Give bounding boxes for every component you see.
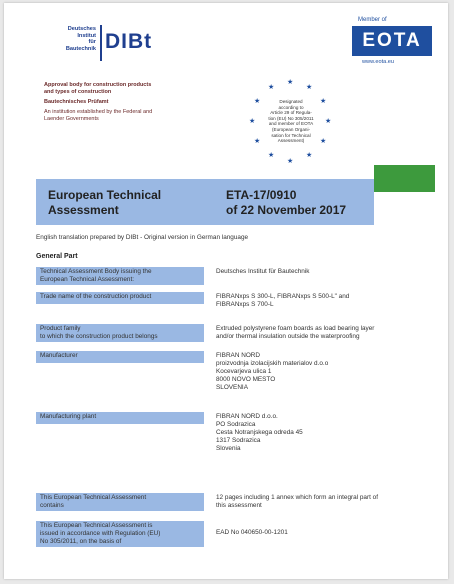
row-label: This European Technical Assessment contains [36, 493, 204, 511]
star-icon: ★ [287, 158, 294, 165]
designation-text: Designated according to Article 29 of Regula- tion (EU) No 305/2011 and member of EOTA (European Organi- sation for Technical Assessment) [268, 99, 314, 144]
document-title: European Technical Assessment [48, 188, 162, 217]
eta-reference: ETA-17/0910 of 22 November 2017 [226, 188, 347, 217]
row-value: Extruded polystyrene foam boards as load bearing layer and/or thermal insulation outside the waterproofing [216, 325, 375, 340]
star-icon: ★ [254, 98, 261, 105]
eota-mark: EOTA [352, 26, 432, 56]
row-value: Deutsches Institut für Bautechnik [216, 268, 310, 275]
row-label: This European Technical Assessment is issued in accordance with Regulation (EU) No 305/2011, on the basis of [36, 521, 204, 547]
eota-member-label: Member of [358, 17, 387, 23]
row-label: Manufacturer [36, 351, 204, 363]
document-page [4, 3, 448, 579]
dibt-divider [100, 25, 102, 61]
dibt-mark: DIBt [105, 30, 153, 53]
dibt-name: Deutsches Institut für Bautechnik [65, 26, 96, 52]
row-value: FIBRANxps S 300-L, FIBRANxps S 500-L" and FIBRANxps S 700-L [216, 293, 350, 308]
green-band [374, 165, 435, 192]
dibt-logo [48, 25, 168, 61]
star-icon: ★ [325, 118, 332, 125]
star-icon: ★ [320, 98, 327, 105]
star-icon: ★ [320, 138, 327, 145]
row-value: EAD No 040650-00-1201 [216, 529, 288, 536]
star-icon: ★ [306, 152, 313, 159]
row-value: FIBRAN NORD d.o.o. PO Sodrazica Cesta Notranjskega odreda 45 1317 Sodrazica Slovenia [216, 413, 303, 452]
row-label: Product family to which the construction product belongs [36, 324, 204, 342]
row-label: Trade name of the construction product [36, 292, 204, 304]
approval-block: Approval body for construction products and types of construction Bautechnisches Prüfamt An institution established by the Federal and Laender Governments [44, 82, 153, 122]
row-label: Manufacturing plant [36, 412, 204, 424]
row-value: FIBRAN NORD proizvodnja izolacijskih materialov d.o.o Kocevarjeva ulica 1 8000 NOVO MESTO SLOVENIA [216, 352, 329, 391]
eu-star-circle [246, 79, 336, 171]
row-label: Technical Assessment Body issuing the European Technical Assessment: [36, 267, 204, 285]
star-icon: ★ [249, 118, 256, 125]
star-icon: ★ [268, 152, 275, 159]
row-value: 12 pages including 1 annex which form an integral part of this assessment [216, 494, 378, 509]
section-heading: General Part [36, 253, 78, 260]
star-icon: ★ [254, 138, 261, 145]
title-band [36, 179, 374, 225]
eota-logo [352, 17, 436, 73]
star-icon: ★ [306, 84, 313, 91]
translation-note: English translation prepared by DIBt - Original version in German language [36, 234, 249, 241]
eota-url: www.eota.eu [362, 59, 395, 65]
star-icon: ★ [268, 84, 275, 91]
star-icon: ★ [287, 79, 294, 86]
